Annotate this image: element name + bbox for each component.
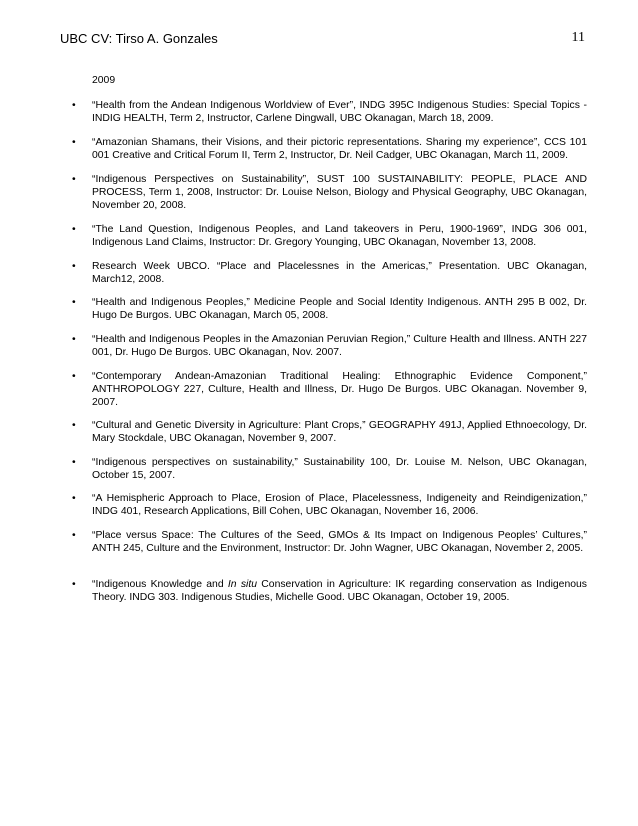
bullet-icon: •: [72, 174, 76, 185]
entry-text: “Health from the Andean Indigenous Worldview of Ever”, INDG 395C Indigenous Studies: Special Topics - INDIG HEALTH, Term 2, Instructor, Carlene Dingwall, UBC Okanagan, March 18, 2009.: [92, 100, 587, 125]
page-header: [60, 31, 585, 51]
italic-term: In situ: [227, 579, 258, 590]
bullet-icon: •: [72, 297, 76, 308]
bullet-icon: •: [72, 420, 76, 431]
entry-text: “Indigenous Perspectives on Sustainability”, SUST 100 SUSTAINABILITY: PEOPLE, PLACE AND PROCESS, Term 1, 2008, Instructor: Dr. Louise Nelson, Biology and Physical Geography, UBC Okanagan, November 20, 2008.: [92, 174, 587, 212]
entry-text: Research Week UBCO. “Place and Placelessnes in the Americas,” Presentation. UBC Okanagan, March12, 2008.: [92, 261, 587, 286]
bullet-icon: •: [72, 371, 76, 382]
bullet-icon: •: [72, 261, 76, 272]
entry-text: “Indigenous perspectives on sustainability,” Sustainability 100, Dr. Louise M. Nelson, UBC Okanagan, October 15, 2007.: [92, 457, 587, 482]
bullet-icon: •: [72, 100, 76, 111]
entry-text: “The Land Question, Indigenous Peoples, and Land takeovers in Peru, 1900-1969”, INDG 306 001, Indigenous Land Claims, Instructor: Dr. Gregory Younging, UBC Okanagan, November 13, 2008.: [92, 224, 587, 249]
continued-year-line: 2009: [92, 75, 116, 86]
bullet-icon: •: [72, 530, 76, 541]
bullet-icon: •: [72, 224, 76, 235]
page-number: 11: [571, 30, 585, 45]
bullet-icon: •: [72, 137, 76, 148]
entry-text: “A Hemispheric Approach to Place, Erosion of Place, Placelessness, Indigeneity and Reindigenization,” INDG 401, Research Applications, Bill Cohen, UBC Okanagan, November 16, 2006.: [92, 493, 587, 518]
entry-text: “Amazonian Shamans, their Visions, and their pictoric representations. Sharing my experience”, CCS 101 001 Creative and Critical Forum II, Term 2, Instructor, Dr. Neil Cadger, UBC Okanagan, March 11, 2009.: [92, 137, 587, 162]
entry-text: “Health and Indigenous Peoples in the Amazonian Peruvian Region,” Culture Health and Illness. ANTH 227 001, Dr. Hugo De Burgos. UBC Okanagan, Nov. 2007.: [92, 334, 587, 359]
entry-text: “Indigenous Knowledge and In situ Conservation in Agriculture: IK regarding conservation as Indigenous Theory. INDG 303. Indigenous Studies, Michelle Good. UBC Okanagan, October 19, 2005.: [92, 579, 587, 604]
entry-text: “Health and Indigenous Peoples,” Medicine People and Social Identity Indigenous. ANTH 295 B 002, Dr. Hugo De Burgos. UBC Okanagan, March 05, 2008.: [92, 297, 587, 322]
bullet-icon: •: [72, 457, 76, 468]
header-title: UBC CV: Tirso A. Gonzales: [60, 31, 218, 46]
bullet-icon: •: [72, 334, 76, 345]
entry-text: “Cultural and Genetic Diversity in Agriculture: Plant Crops,” GEOGRAPHY 491J, Applied Ethnoecology, Dr. Mary Stockdale, UBC Okanagan, November 9, 2007.: [92, 420, 587, 445]
entry-text: “Contemporary Andean-Amazonian Traditional Healing: Ethnographic Evidence Component,” ANTHROPOLOGY 227, Culture, Health and Illness, Dr. Hugo De Burgos. UBC Okanagan. November 9, 2007.: [92, 371, 587, 409]
bullet-icon: •: [72, 493, 76, 504]
entry-text: “Place versus Space: The Cultures of the Seed, GMOs & Its Impact on Indigenous Peoples’ Cultures,” ANTH 245, Culture and the Environment, Instructor: Dr. John Wagner, UBC Okanagan, November 2, 2005.: [92, 530, 587, 555]
bullet-icon: •: [72, 579, 76, 590]
